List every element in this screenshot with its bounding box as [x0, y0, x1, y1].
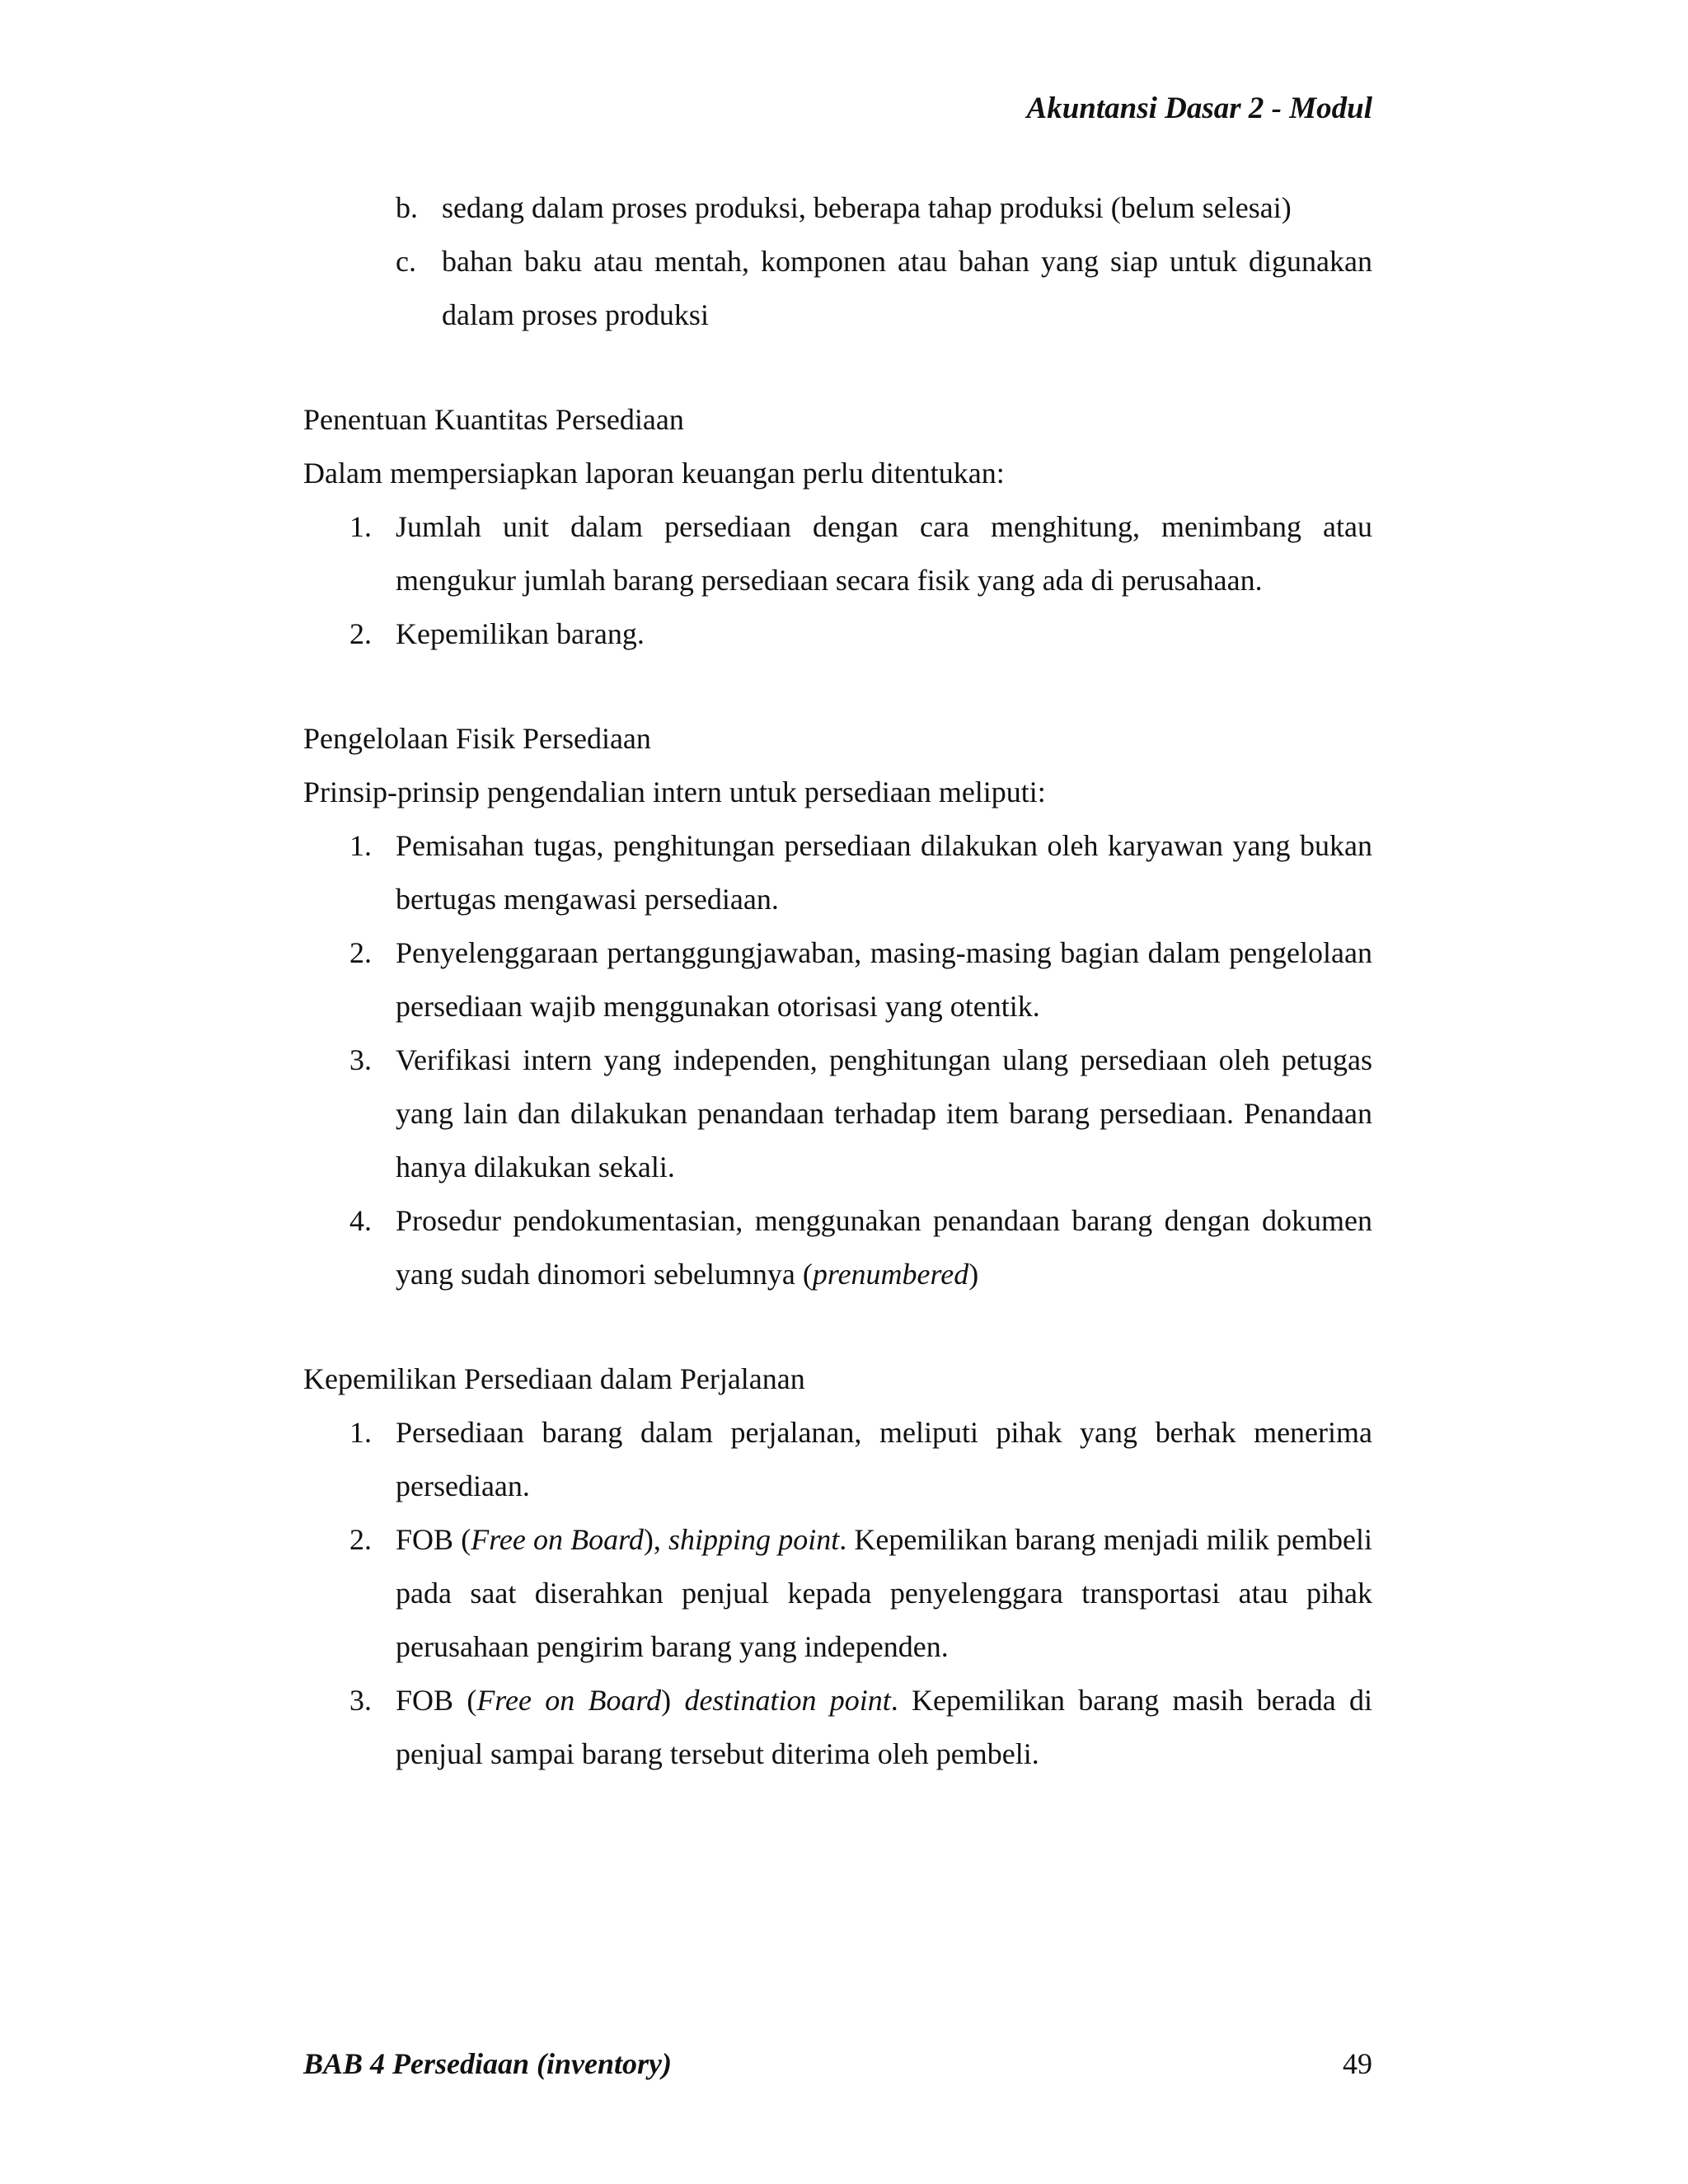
text-run: Prosedur pendokumentasian, menggunakan penandaan barang dengan dokumen yang sudah dinomori sebelumnya ( — [396, 1204, 1372, 1291]
list-item-text: sedang dalam proses produksi, beberapa tahap produksi (belum selesai) — [442, 191, 1292, 224]
section-lead: Prinsip-prinsip pengendalian intern untuk persediaan meliputi: — [303, 776, 1046, 808]
list-item — [349, 1194, 1372, 1301]
list-item-text: Pemisahan tugas, penghitungan persediaan dilakukan oleh karyawan yang bukan bertugas mengawasi persediaan. — [396, 829, 1372, 916]
list-item — [396, 181, 1372, 235]
text-run: ) — [661, 1684, 685, 1717]
list-item-text: Penyelenggaraan pertanggungjawaban, masing-masing bagian dalam pengelolaan persediaan wajib menggunakan otorisasi yang otentik. — [396, 936, 1372, 1023]
list-item — [349, 607, 1372, 661]
list-item-text: Persediaan barang dalam perjalanan, meliputi pihak yang berhak menerima persediaan. — [396, 1416, 1372, 1502]
page-number: 49 — [1343, 2047, 1372, 2080]
list-item — [349, 926, 1372, 1033]
section-pengelolaan-fisik — [303, 712, 1372, 1301]
list-marker: 3. — [349, 1684, 372, 1717]
list-marker: 4. — [349, 1204, 372, 1237]
list-item-text: Kepemilikan barang. — [396, 617, 645, 650]
list-item — [349, 1406, 1372, 1513]
italic-term: shipping point — [668, 1523, 840, 1556]
italic-term: Free on Board — [476, 1684, 662, 1717]
text-run: ), — [643, 1523, 669, 1556]
list-item — [349, 500, 1372, 607]
list-item-text — [396, 1204, 1372, 1291]
text-run: FOB ( — [396, 1684, 477, 1717]
section-list — [349, 500, 1372, 661]
intro-list — [396, 181, 1372, 342]
list-marker: 2. — [349, 936, 372, 969]
section-heading: Pengelolaan Fisik Persediaan — [303, 722, 651, 755]
section-list — [349, 1406, 1372, 1781]
text-run: FOB ( — [396, 1523, 471, 1556]
list-marker: 1. — [349, 1416, 372, 1449]
list-marker: 3. — [349, 1043, 372, 1076]
list-item — [349, 1033, 1372, 1194]
list-item — [396, 235, 1372, 342]
list-item-text: Jumlah unit dalam persediaan dengan cara menghitung, menimbang atau mengukur jumlah barang persediaan secara fisik yang ada di perusahaan. — [396, 510, 1372, 597]
list-item-text: Verifikasi intern yang independen, penghitungan ulang persediaan oleh petugas yang lain dan dilakukan penandaan terhadap item barang persediaan. Penandaan hanya dilakukan sekali. — [396, 1043, 1372, 1183]
text-run: . Kepemilikan barang menjadi milik pembeli pada saat diserahkan penjual kepada penyelenggara transportasi atau pihak perusahaan pengirim barang yang independen. — [396, 1523, 1372, 1663]
page-content — [303, 181, 1372, 1781]
list-marker: b. — [396, 191, 418, 224]
italic-term: prenumbered — [812, 1258, 969, 1291]
italic-term: destination point — [684, 1684, 891, 1717]
section-heading: Penentuan Kuantitas Persediaan — [303, 403, 684, 436]
list-item-text — [396, 1523, 1372, 1663]
section-penentuan-kuantitas — [303, 393, 1372, 661]
section-list — [349, 819, 1372, 1301]
list-marker: 1. — [349, 829, 372, 862]
list-marker: 2. — [349, 1523, 372, 1556]
list-marker: c. — [396, 245, 416, 278]
text-run: . Kepemilikan barang masih berada di penjual sampai barang tersebut diterima oleh pembeli. — [396, 1684, 1372, 1770]
italic-term: Free on Board — [471, 1523, 644, 1556]
list-item-text — [396, 1684, 1372, 1770]
list-item — [349, 819, 1372, 926]
footer-chapter-title: BAB 4 Persediaan (inventory) — [303, 2047, 672, 2080]
list-marker: 2. — [349, 617, 372, 650]
section-heading: Kepemilikan Persediaan dalam Perjalanan — [303, 1362, 805, 1395]
section-kepemilikan-perjalanan — [303, 1352, 1372, 1781]
text-run: ) — [968, 1258, 979, 1291]
list-item-text: bahan baku atau mentah, komponen atau bahan yang siap untuk digunakan dalam proses produksi — [442, 245, 1372, 331]
list-marker: 1. — [349, 510, 372, 543]
list-item — [349, 1513, 1372, 1674]
running-header: Akuntansi Dasar 2 - Modul — [1026, 91, 1372, 125]
section-lead: Dalam mempersiapkan laporan keuangan perlu ditentukan: — [303, 457, 1005, 490]
list-item — [349, 1674, 1372, 1781]
